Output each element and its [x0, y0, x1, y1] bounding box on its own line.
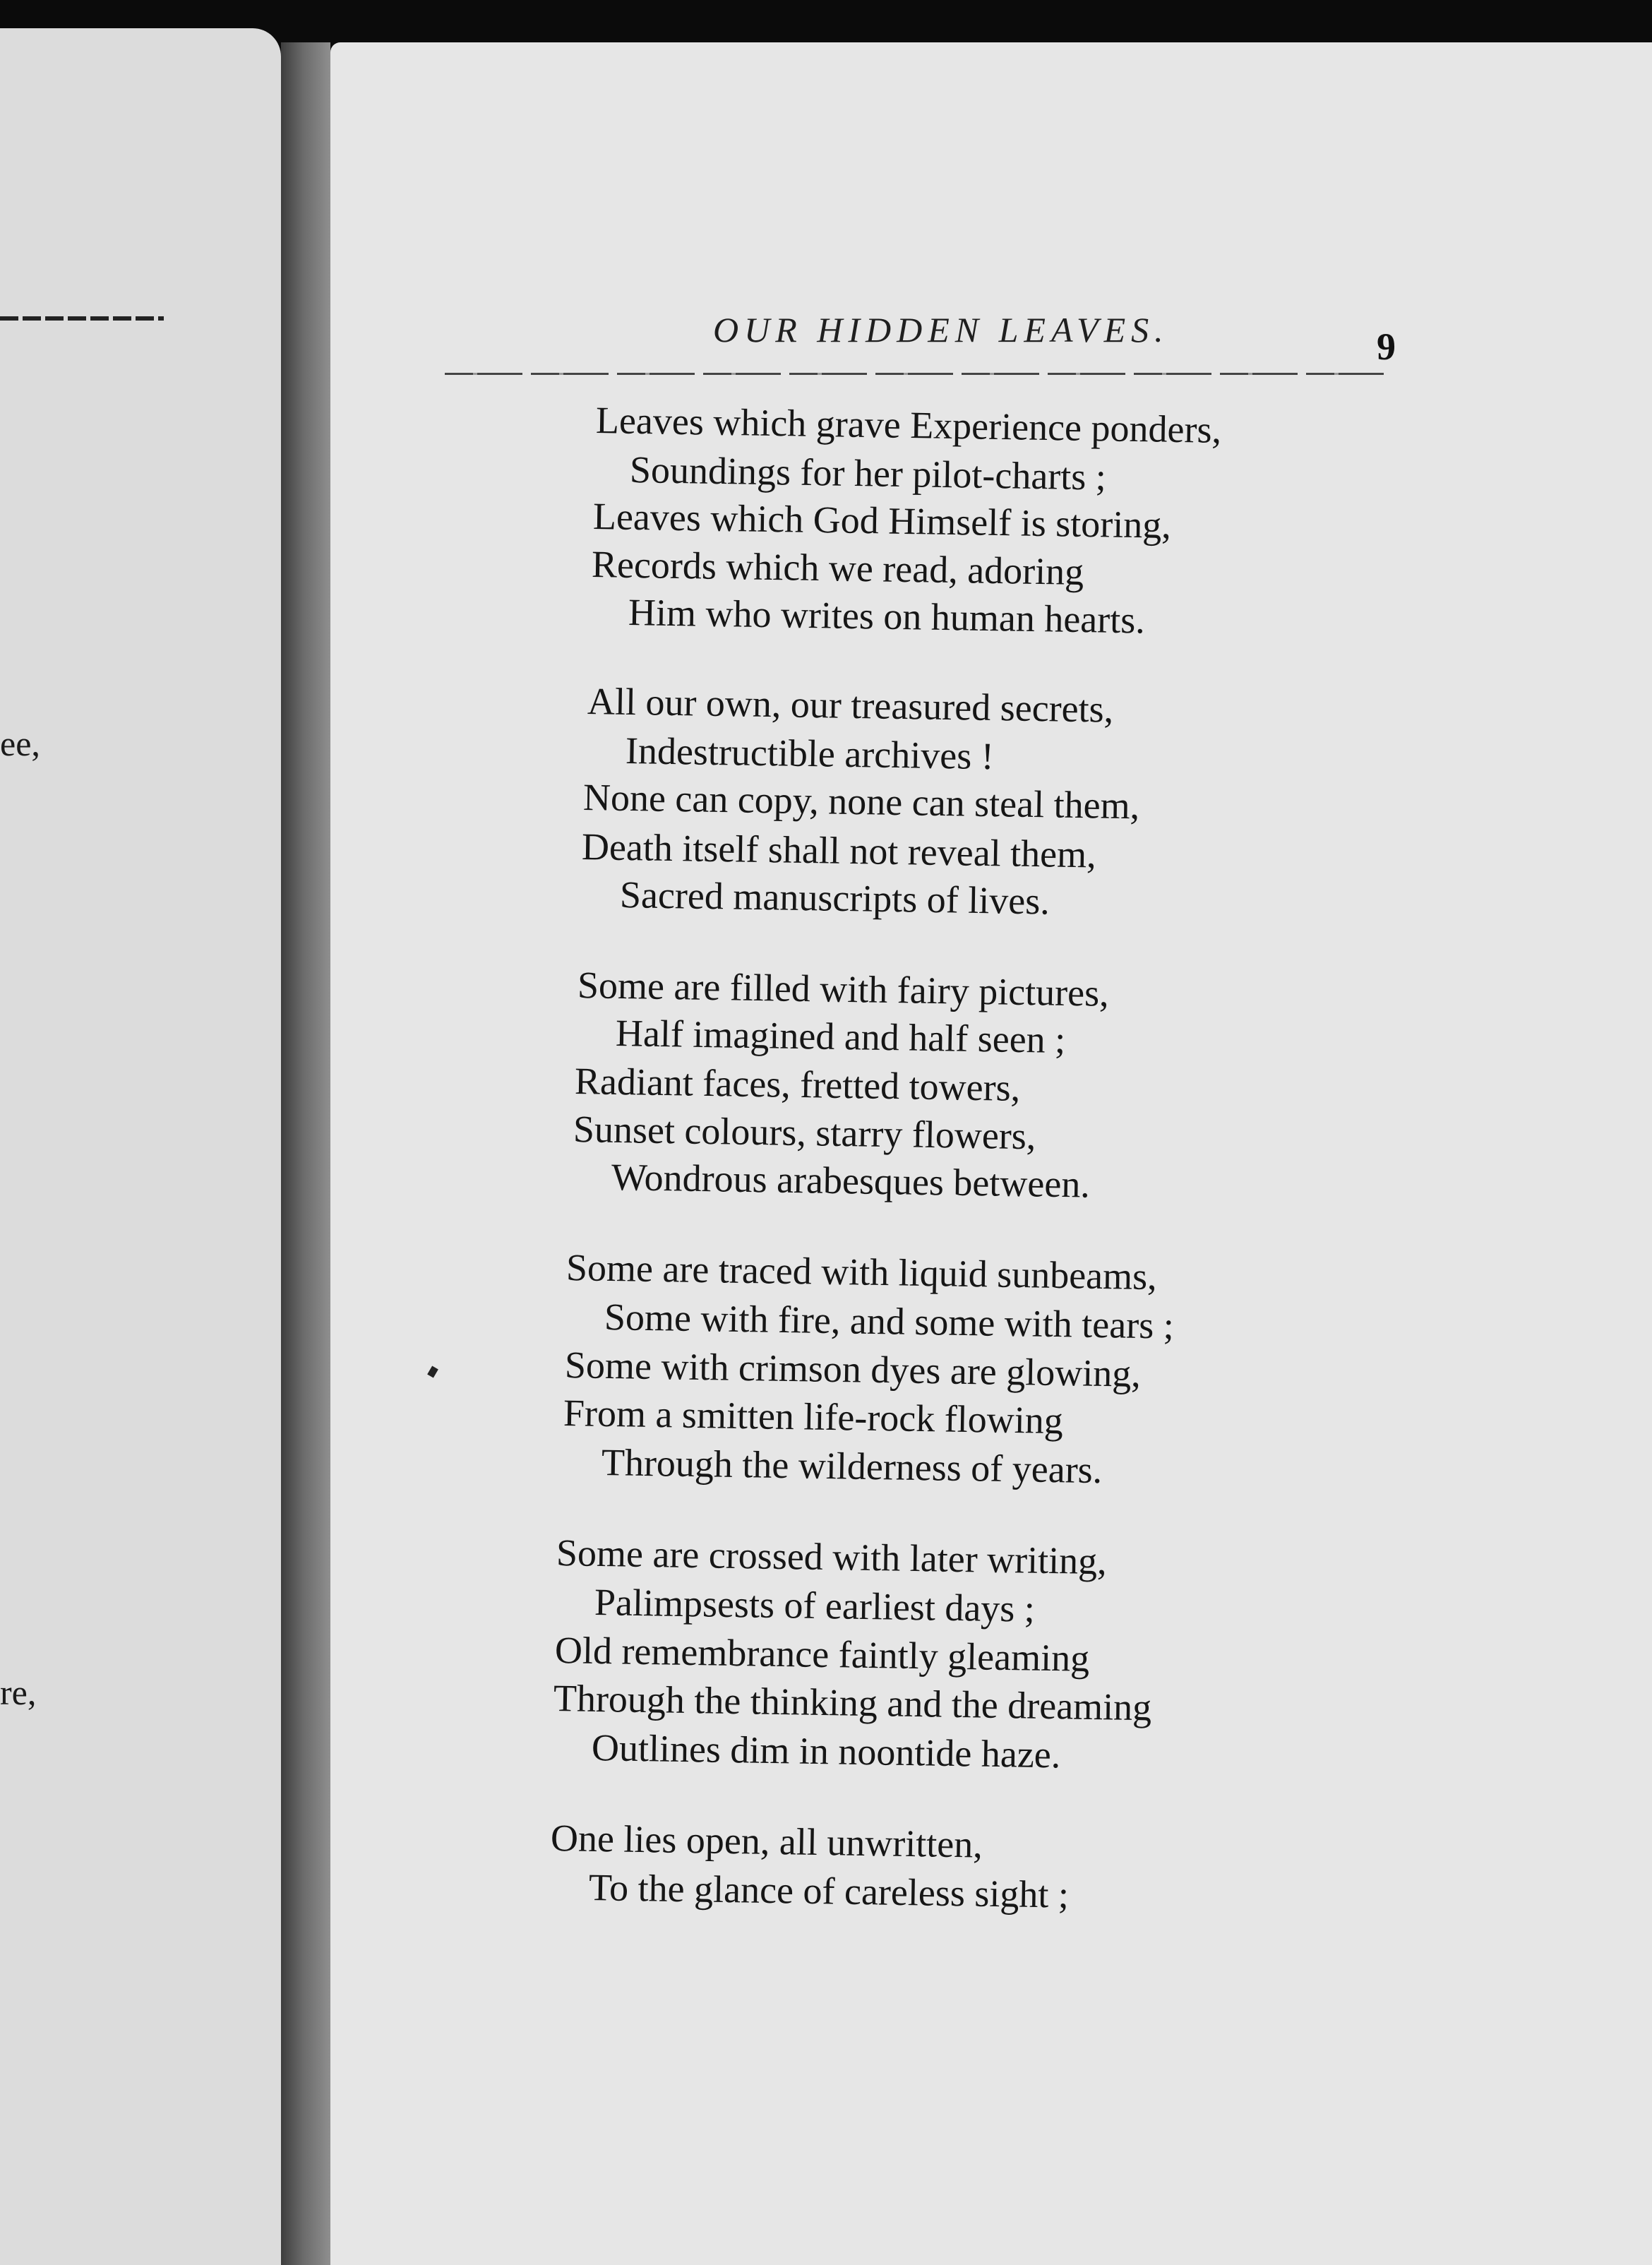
poem-line: Half imagined and half seen ; — [615, 1012, 1066, 1062]
poem-line: Palimpsests of earliest days ; — [594, 1581, 1036, 1630]
poem-line: None can copy, none can steal them, — [582, 776, 1140, 827]
poem-line: Some are traced with liquid sunbeams, — [565, 1246, 1158, 1298]
poem-line: Radiant faces, fretted towers, — [574, 1060, 1021, 1109]
poem-line: Some with fire, and some with tears ; — [604, 1296, 1175, 1347]
poem-line: Leaves which God Himself is storing, — [592, 495, 1172, 546]
poem-line: Some are crossed with later writing, — [556, 1531, 1108, 1583]
poem-line: Him who writes on human hearts. — [628, 591, 1146, 642]
poem-line: Indestructible archives ! — [625, 729, 995, 778]
poem-line: Soundings for her pilot-charts ; — [629, 448, 1107, 498]
poem-line: Through the wilderness of years. — [601, 1441, 1103, 1492]
poem-line: Sunset colours, starry flowers, — [573, 1108, 1036, 1158]
poem-line: One lies open, all unwritten, — [550, 1817, 983, 1866]
poem-line: Some with crimson dyes are glowing, — [564, 1344, 1142, 1395]
poem-line: Death itself shall not reveal them, — [581, 825, 1097, 876]
poem-line: To the glance of careless sight ; — [588, 1866, 1070, 1916]
poem-line: Through the thinking and the dreaming — [553, 1677, 1152, 1729]
left-page-fragment: ee, — [0, 724, 40, 763]
page-number: 9 — [1377, 325, 1396, 368]
poem-line: Records which we read, adoring — [591, 543, 1084, 593]
poem-line: From a smitten life-rock flowing — [563, 1392, 1064, 1442]
poem-line: Wondrous arabesques between. — [611, 1156, 1091, 1206]
running-head: OUR HIDDEN LEAVES. — [713, 310, 1169, 349]
poem-line: Sacred manuscripts of lives. — [619, 873, 1051, 923]
poem-line: Some are filled with fairy pictures, — [577, 964, 1110, 1015]
poem-line: All our own, our treasured secrets, — [587, 680, 1114, 731]
left-page-fragment: re, — [0, 1673, 37, 1712]
poem-line: Outlines dim in noontide haze. — [591, 1726, 1061, 1776]
poem-line: Old remembrance faintly gleaming — [554, 1629, 1090, 1680]
poem-line: Leaves which grave Experience ponders, — [595, 399, 1222, 451]
